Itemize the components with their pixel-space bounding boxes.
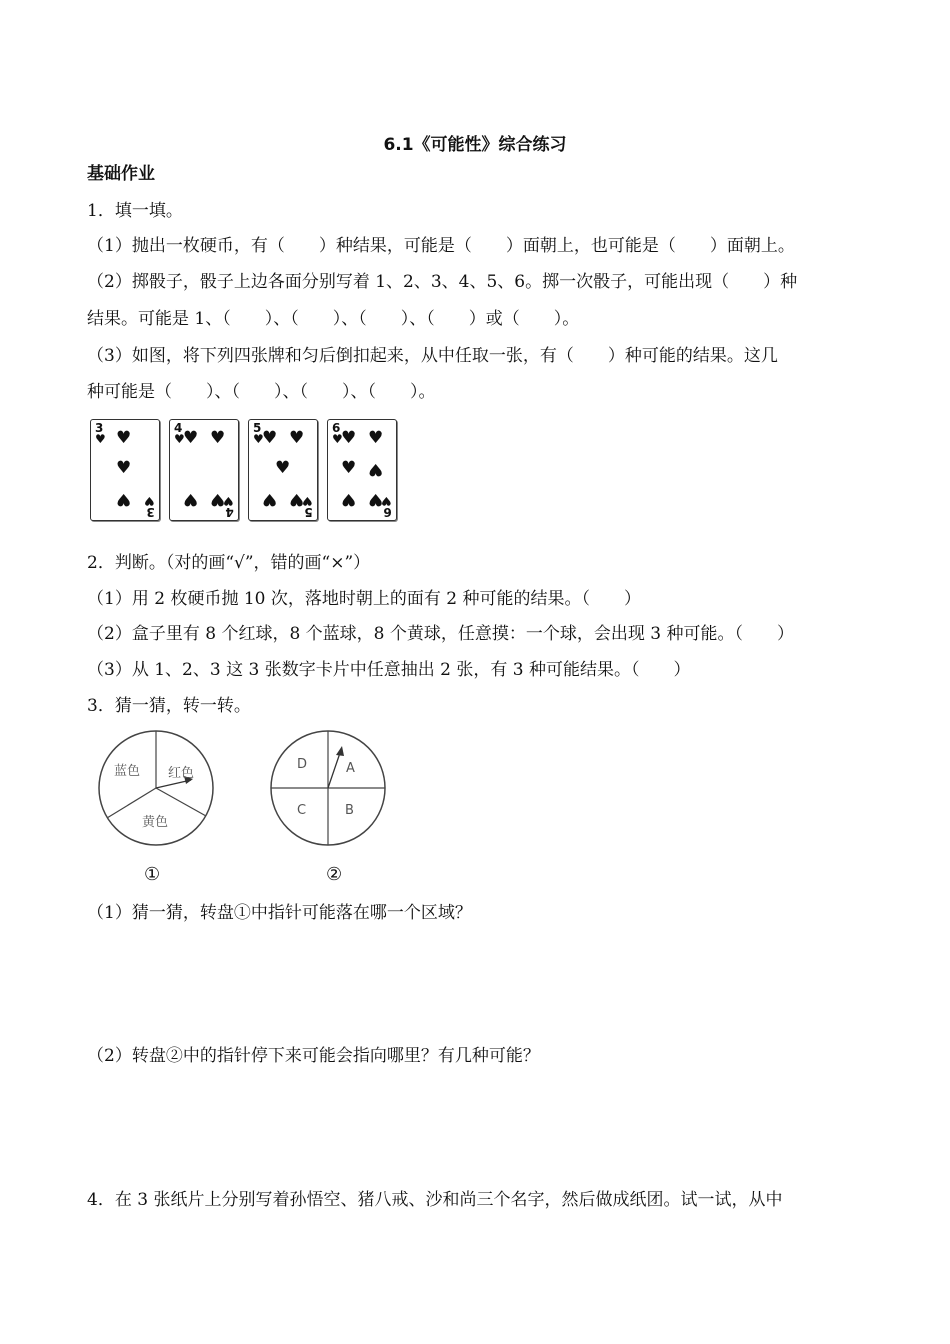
card-rank: 3 ♥ xyxy=(144,494,155,519)
card-rank: 4 ♥ xyxy=(174,421,185,446)
card-rank: 5 ♥ xyxy=(253,421,264,446)
heart-icon: ♥ xyxy=(116,458,132,478)
q1-part2-line2: 结果。可能是 1、（ ）、（ ）、（ ）、（ ）或（ ）。 xyxy=(87,309,580,329)
q1-part3-line1: （3）如图，将下列四张牌和匀后倒扣起来，从中任取一张，有（ ）种可能的结果。这几 xyxy=(87,346,778,366)
heart-icon: ♥ xyxy=(341,428,357,448)
spinner-2-label-b: B xyxy=(345,803,354,818)
heart-icon: ♥ xyxy=(368,428,384,448)
heart-icon: ♥ xyxy=(289,428,305,448)
section-heading: 基础作业 xyxy=(87,164,155,184)
q1-heading: 1．填一填。 xyxy=(87,201,183,221)
page-title: 6.1《可能性》综合练习 xyxy=(383,135,567,155)
spinner-2-pointer xyxy=(328,750,341,788)
q1-part3-line2: 种可能是（ ）、（ ）、（ ）、（ ）。 xyxy=(87,382,436,402)
card-rank: 4 ♥ xyxy=(223,494,234,519)
q1-part1: （1）抛出一枚硬币，有（ ）种结果，可能是（ ）面朝上，也可能是（ ）面朝上。 xyxy=(87,236,795,256)
spinner-2-number: ② xyxy=(326,864,343,885)
heart-icon: ♥ xyxy=(116,489,132,509)
heart-icon: ♥ xyxy=(210,489,226,509)
heart-icon: ♥ xyxy=(262,489,278,509)
card-5 xyxy=(248,419,318,521)
card-4 xyxy=(169,419,239,521)
heart-icon: ♥ xyxy=(275,458,291,478)
card-rank: 6 ♥ xyxy=(332,421,343,446)
heart-icon: ♥ xyxy=(368,459,384,479)
q3-part1: （1）猜一猜，转盘①中指针可能落在哪一个区域？ xyxy=(87,903,472,923)
q2-heading: 2．判断。（对的画“√”，错的画“×”） xyxy=(87,553,371,573)
spinner-2-label-c: C xyxy=(297,803,307,818)
card-rank: 5 ♥ xyxy=(302,494,313,519)
heart-icon: ♥ xyxy=(183,428,199,448)
arrow-icon xyxy=(336,746,344,756)
q3-part2: （2）转盘②中的指针停下来可能会指向哪里？有几种可能？ xyxy=(87,1046,540,1066)
heart-icon: ♥ xyxy=(262,428,278,448)
card-6 xyxy=(327,419,397,521)
heart-icon: ♥ xyxy=(116,428,132,448)
spinner-1-label-yellow: 黄色 xyxy=(142,815,169,830)
spinner-1-label-blue: 蓝色 xyxy=(114,764,141,779)
q4-text: 4．在 3 张纸片上分别写着孙悟空、猪八戒、沙和尚三个名字，然后做成纸团。试一试，从中 xyxy=(87,1190,783,1210)
heart-icon: ♥ xyxy=(183,489,199,509)
heart-icon: ♥ xyxy=(289,489,305,509)
spinner-2-label-a: A xyxy=(346,761,355,776)
heart-icon: ♥ xyxy=(368,489,384,509)
card-rank: 3 ♥ xyxy=(95,421,106,446)
q2-part3: （3）从 1、2、3 这 3 张数字卡片中任意抽出 2 张，有 3 种可能结果。（ ） xyxy=(87,660,691,680)
q3-heading: 3．猜一猜，转一转。 xyxy=(87,696,251,716)
q1-part2-line1: （2）掷骰子，骰子上边各面分别写着 1、2、3、4、5、6。掷一次骰子，可能出现（ ）种 xyxy=(87,272,798,292)
spinner-1-label-red: 红色 xyxy=(168,766,195,781)
spinner-1-number: ① xyxy=(144,864,161,885)
spinner-2-label-d: D xyxy=(297,757,308,772)
card-3 xyxy=(90,419,160,521)
q2-part1: （1）用 2 枚硬币抛 10 次，落地时朝上的面有 2 种可能的结果。（ ） xyxy=(87,589,642,609)
q2-part2: （2）盒子里有 8 个红球，8 个蓝球，8 个黄球，任意摸：一个球，会出现 3 种可能。（ ） xyxy=(87,624,795,644)
heart-icon: ♥ xyxy=(341,458,357,478)
spinner-1 xyxy=(96,728,216,848)
spinner-2 xyxy=(268,728,388,848)
heart-icon: ♥ xyxy=(341,489,357,509)
heart-icon: ♥ xyxy=(210,428,226,448)
card-rank: 6 ♥ xyxy=(381,494,392,519)
